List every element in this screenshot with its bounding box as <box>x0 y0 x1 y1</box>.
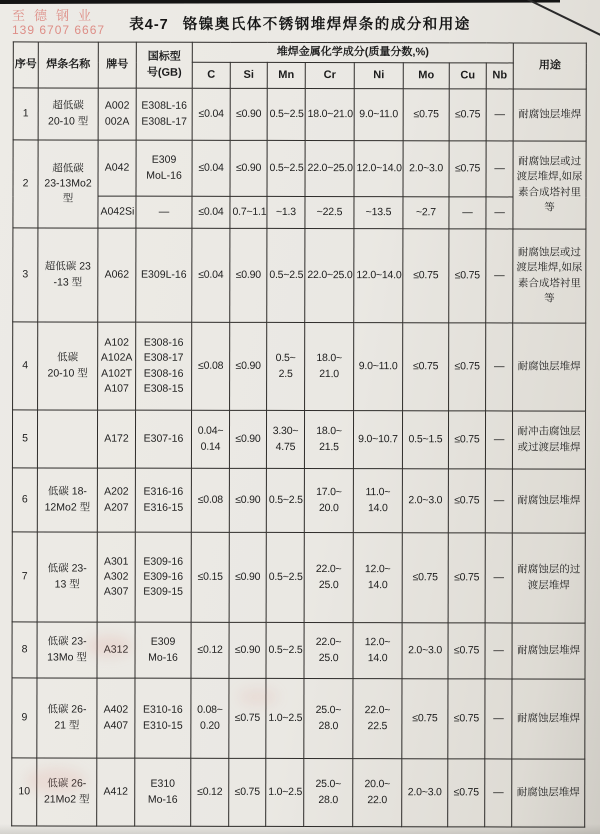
col-header-name: 焊条名称 <box>38 42 98 88</box>
scan-edge-line <box>0 0 560 4</box>
col-header-composition: 堆焊金属化学成分(质量分数,%) <box>192 42 513 63</box>
col-header-no: 序号 <box>13 42 38 88</box>
cell-cr: ~22.5 <box>305 197 354 229</box>
cell-brand: A102 A102A A102T A107 <box>98 322 136 410</box>
cell-model: E307-16 <box>135 410 191 468</box>
cell-no: 4 <box>13 322 38 410</box>
cell-name: 低碳 26- 21Mo2 型 <box>37 758 97 826</box>
cell-mo: ≤0.75 <box>403 89 449 141</box>
col-header-mo: Mo <box>403 63 449 89</box>
cell-cu: ≤0.75 <box>448 623 485 679</box>
cell-cu: ≤0.75 <box>448 533 485 623</box>
cell-si: ≤0.90 <box>229 410 266 468</box>
table-row <box>13 140 586 197</box>
cell-c: ≤0.08 <box>192 322 230 410</box>
cell-ni: 12.0~14.0 <box>354 229 403 323</box>
cell-brand: A412 <box>97 758 135 826</box>
cell-ni: 12.0~ 14.0 <box>353 533 402 623</box>
col-header-c: C <box>192 62 230 88</box>
watermark-phone: 139 6707 6667 <box>12 23 106 37</box>
cell-c: ≤0.04 <box>192 140 230 196</box>
cell-no: 1 <box>13 88 38 140</box>
cell-cu: ≤0.75 <box>448 411 485 469</box>
cell-nb: — <box>486 323 513 411</box>
cell-nb: — <box>485 533 512 623</box>
watermark-company: 至德钢业 <box>12 8 101 23</box>
table-subrow <box>13 196 586 229</box>
cell-ni: 11.0~ 14.0 <box>353 469 402 533</box>
cell-cr: 22.0~25.0 <box>305 141 354 197</box>
cell-mn: 3.30~ 4.75 <box>266 410 304 468</box>
cell-ni: ~13.5 <box>354 197 403 229</box>
cell-use: 耐腐蚀层的过渡层堆焊 <box>512 533 585 623</box>
cell-mo: ~2.7 <box>403 197 449 229</box>
cell-ni: 12.0~14.0 <box>354 141 403 197</box>
cell-cu: ≤0.75 <box>449 141 486 197</box>
cell-mn: 0.5~ 2.5 <box>267 322 305 410</box>
col-header-nb: Nb <box>486 63 513 89</box>
table-row <box>13 88 586 141</box>
cell-model: E308-16 E308-17 E308-16 E308-15 <box>136 322 192 410</box>
cell-model: E308L-16 E308L-17 <box>136 88 192 140</box>
cell-mn: 0.5~2.5 <box>267 88 305 140</box>
cell-brand: A202 A207 <box>97 468 135 532</box>
cell-cr: 22.0~ 25.0 <box>304 623 353 679</box>
table-row <box>12 758 585 827</box>
table-row <box>13 322 586 411</box>
cell-no: 6 <box>12 468 37 532</box>
cell-cu: ≤0.75 <box>448 679 485 759</box>
cell-mo: ≤0.75 <box>403 229 449 323</box>
table-row <box>12 468 585 533</box>
table-number: 表4-7 <box>129 17 169 33</box>
cell-use: 耐腐蚀层堆焊 <box>512 759 585 827</box>
cell-name: 低碳 23- 13Mo 型 <box>37 622 97 678</box>
table-row <box>12 622 585 679</box>
cell-c: ≤0.04 <box>192 88 230 140</box>
cell-name: 超低碳 23 -13 型 <box>38 228 98 322</box>
cell-cu: ≤0.75 <box>449 89 486 141</box>
cell-nb: — <box>485 679 512 759</box>
cell-c: ≤0.08 <box>191 468 229 532</box>
cell-brand: A402 A407 <box>97 678 135 758</box>
cell-use: 耐腐蚀层堆焊 <box>513 89 586 141</box>
cell-cu: ≤0.75 <box>448 469 485 533</box>
cell-model: E310 Mo-16 <box>135 758 191 826</box>
cell-c: ≤0.12 <box>191 758 229 826</box>
cell-c: 0.08~ 0.20 <box>191 678 229 758</box>
table-title-text: 铬镍奥氏体不锈钢堆焊焊条的成分和用途 <box>182 17 471 33</box>
cell-si: ≤0.90 <box>230 140 267 196</box>
cell-no: 5 <box>12 410 37 468</box>
cell-model: E309L-16 <box>136 228 192 322</box>
cell-no: 2 <box>13 140 38 228</box>
cell-brand: A002 002A <box>98 88 136 140</box>
cell-cr: 25.0~ 28.0 <box>304 759 353 827</box>
cell-nb: — <box>486 197 513 229</box>
cell-brand: A301 A302 A307 <box>97 532 135 622</box>
cell-nb: — <box>485 623 512 679</box>
cell-use: 耐腐蚀层或过渡层堆焊,如尿素合成塔衬里等 <box>513 229 586 323</box>
cell-ni: 9.0~11.0 <box>354 89 403 141</box>
cell-cr: 18.0~ 21.5 <box>304 411 353 469</box>
cell-mn: ~1.3 <box>267 196 305 228</box>
cell-nb: — <box>486 229 513 323</box>
cell-name: 低碳 18- 12Mo2 型 <box>37 468 97 532</box>
cell-cu: — <box>449 197 486 229</box>
cell-si: ≤0.90 <box>230 322 267 410</box>
cell-c: ≤0.12 <box>191 622 229 678</box>
cell-mn: 1.0~2.5 <box>266 678 304 758</box>
cell-no: 10 <box>12 758 37 826</box>
cell-nb: — <box>486 141 513 197</box>
cell-cr: 17.0~ 20.0 <box>304 469 353 533</box>
cell-cr: 18.0~21.0 <box>305 89 354 141</box>
cell-ni: 12.0~ 14.0 <box>353 623 402 679</box>
cell-use: 耐腐蚀层堆焊 <box>512 469 585 533</box>
cell-ni: 20.0~ 22.0 <box>353 759 402 827</box>
cell-model: E309 Mo-16 <box>135 622 191 678</box>
cell-brand: A042Si <box>98 196 136 228</box>
col-header-cu: Cu <box>449 63 486 89</box>
cell-cr: 22.0~ 25.0 <box>304 533 353 623</box>
cell-model: E309-16 E309-16 E309-15 <box>135 532 191 622</box>
cell-mn: 1.0~2.5 <box>266 758 304 826</box>
cell-mo: 2.0~3.0 <box>402 623 448 679</box>
cell-name: 超低碳 20-10 型 <box>38 88 98 140</box>
cell-si: ≤0.90 <box>229 532 266 622</box>
cell-name: 低碳 20-10 型 <box>38 322 98 410</box>
header-row-top <box>13 42 586 63</box>
cell-cu: ≤0.75 <box>449 323 486 411</box>
cell-model: — <box>136 196 192 228</box>
cell-si: ≤0.90 <box>229 468 266 532</box>
col-header-gb: 国标型 号(GB) <box>136 42 192 88</box>
cell-brand: A172 <box>97 410 135 468</box>
cell-brand: A312 <box>97 622 135 678</box>
cell-mn: 0.5~2.5 <box>266 532 304 622</box>
cell-no: 3 <box>13 228 38 322</box>
col-header-mn: Mn <box>267 62 305 88</box>
cell-si: 0.7~1.1 <box>230 196 267 228</box>
cell-cr: 22.0~25.0 <box>305 229 354 323</box>
cell-use: 耐腐蚀层堆焊 <box>512 679 585 759</box>
cell-mn: 0.5~2.5 <box>267 140 305 196</box>
cell-nb: — <box>485 469 512 533</box>
cell-si: ≤0.90 <box>229 622 266 678</box>
cell-cr: 25.0~ 28.0 <box>304 679 353 759</box>
cell-model: E309 MoL-16 <box>136 140 192 196</box>
cell-mo: 2.0~3.0 <box>402 469 448 533</box>
cell-mo: 2.0~3.0 <box>402 759 448 827</box>
cell-c: ≤0.15 <box>191 532 229 622</box>
table-row <box>12 678 585 759</box>
cell-use: 耐腐蚀层堆焊 <box>512 623 585 679</box>
cell-nb: — <box>486 89 513 141</box>
cell-si: ≤0.90 <box>230 228 267 322</box>
col-header-use: 用途 <box>513 43 586 89</box>
col-header-brand: 牌号 <box>98 42 136 88</box>
table-row <box>12 410 585 469</box>
cell-mn: 0.5~2.5 <box>266 622 304 678</box>
cell-brand: A062 <box>98 228 136 322</box>
cell-use: 耐腐蚀层或过渡层堆焊,如尿素合成塔衬里等 <box>513 141 586 229</box>
cell-si: ≤0.75 <box>229 758 266 826</box>
cell-name: 低碳 26- 21 型 <box>37 678 97 758</box>
cell-cr: 18.0~ 21.0 <box>305 323 354 411</box>
cell-si: ≤0.90 <box>230 88 267 140</box>
cell-c: 0.04~ 0.14 <box>191 410 229 468</box>
page-title <box>0 13 600 34</box>
cell-no: 9 <box>12 678 37 758</box>
cell-mo: ≤0.75 <box>403 323 449 411</box>
cell-mo: ≤0.75 <box>402 533 448 623</box>
table-row <box>12 532 585 623</box>
cell-model: E310-16 E310-15 <box>135 678 191 758</box>
cell-ni: 22.0~ 22.5 <box>353 679 402 759</box>
cell-mo: 2.0~3.0 <box>403 141 449 197</box>
cell-nb: — <box>485 759 512 827</box>
cell-mo: ≤0.75 <box>402 679 448 759</box>
cell-no: 7 <box>12 532 37 622</box>
cell-brand: A042 <box>98 140 136 196</box>
cell-model: E316-16 E316-15 <box>135 468 191 532</box>
cell-ni: 9.0~10.7 <box>353 411 402 469</box>
table-row <box>13 228 586 323</box>
cell-use: 耐腐蚀层堆焊 <box>513 323 586 411</box>
cell-cu: ≤0.75 <box>449 229 486 323</box>
cell-mn: 0.5~2.5 <box>266 468 304 532</box>
cell-name <box>37 410 97 468</box>
electrode-table <box>11 41 587 827</box>
cell-nb: — <box>485 411 512 469</box>
cell-name: 超低碳 23-13Mo2 型 <box>38 140 98 228</box>
cell-mn: 0.5~2.5 <box>267 228 305 322</box>
cell-c: ≤0.04 <box>192 196 230 228</box>
col-header-ni: Ni <box>354 63 403 89</box>
cell-use: 耐冲击腐蚀层或过渡层堆焊 <box>512 411 585 469</box>
cell-c: ≤0.04 <box>192 228 230 322</box>
cell-mo: 0.5~1.5 <box>402 411 448 469</box>
cell-name: 低碳 23- 13 型 <box>37 532 97 622</box>
cell-ni: 9.0~11.0 <box>354 323 403 411</box>
cell-si: ≤0.75 <box>229 678 266 758</box>
cell-no: 8 <box>12 622 37 678</box>
cell-cu: ≤0.75 <box>448 759 485 827</box>
col-header-cr: Cr <box>305 63 354 89</box>
col-header-si: Si <box>230 62 267 88</box>
